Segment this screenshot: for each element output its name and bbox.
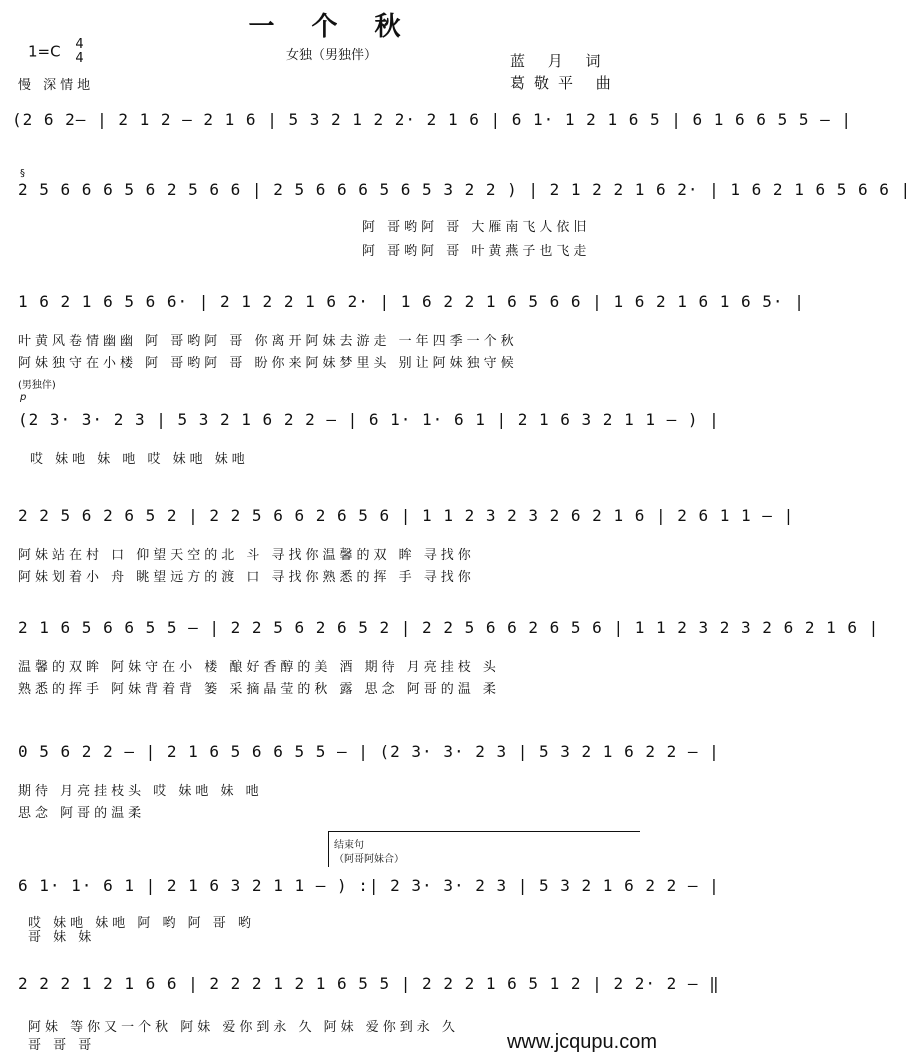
lyricist-credit: 蓝 月 词 <box>510 52 610 70</box>
lyric-row-2-verse-2: 阿 哥哟阿 哥 叶黄燕子也飞走 <box>362 244 591 259</box>
time-bottom: 4 <box>75 51 84 66</box>
song-title: 一 个 秋 <box>248 12 415 42</box>
lyric-row-9-line-1: 阿妹 等你又一个秋 阿妹 爱你到永 久 阿妹 爱你到永 久 <box>28 1020 459 1035</box>
notation-row-5: 2 2 5 6 2 6 5 2 | 2 2 5 6 6 2 6 5 6 | 1 1 2 3 2 3 2 6 2 1 6 | 2 6 1 1 — | <box>18 506 795 525</box>
composer-credit: 葛敬平 曲 <box>510 74 620 92</box>
key-signature <box>28 38 84 66</box>
lyric-row-8-line-1: 哎 妹吔 妹吔 阿 哟 阿 哥 哟 <box>28 916 255 931</box>
notation-row-3: 1 6 2 1 6 5 6 6· | 2 1 2 2 1 6 2· | 1 6 2 2 1 6 5 6 6 | 1 6 2 1 6 1 6 5· | <box>18 292 805 311</box>
tempo-marking: 慢 深情地 <box>18 78 95 93</box>
lyric-row-7-verse-2: 思念 阿哥的温柔 <box>18 806 146 821</box>
lyric-row-8-line-2: 哥 妹 妹 <box>28 930 96 945</box>
coda-bracket-line <box>328 831 640 832</box>
lyric-row-2-verse-1: 阿 哥哟阿 哥 大雁南飞人依旧 <box>362 220 591 235</box>
lyric-row-3-verse-1: 叶黄风卷情幽幽 阿 哥哟阿 哥 你离开阿妹去游走 一年四季一个秋 <box>18 334 518 349</box>
lyric-row-5-verse-1: 阿妹站在村 口 仰望天空的北 斗 寻找你温馨的双 眸 寻找你 <box>18 548 475 563</box>
lyric-row-6-verse-2: 熟悉的挥手 阿妹背着背 篓 采摘晶莹的秋 露 思念 阿哥的温 柔 <box>18 682 500 697</box>
segno-sign: § <box>20 168 25 179</box>
male-backing-label: (男独伴) <box>18 380 56 391</box>
coda-label: 结束句 <box>334 840 364 851</box>
lyric-row-7-verse-1: 期待 月亮挂枝头 哎 妹吔 妹 吔 <box>18 784 263 799</box>
notation-row-7: 0 5 6 2 2 — | 2 1 6 5 6 6 5 5 — | (2 3· 3· 2 3 | 5 3 2 1 6 2 2 — | <box>18 742 720 761</box>
lyric-row-5-verse-2: 阿妹划着小 舟 眺望远方的渡 口 寻找你熟悉的挥 手 寻找你 <box>18 570 475 585</box>
lyric-row-9-line-2: 哥 哥 哥 <box>28 1038 96 1053</box>
lyric-row-3-verse-2: 阿妹独守在小楼 阿 哥哟阿 哥 盼你来阿妹梦里头 别让阿妹独守候 <box>18 356 518 371</box>
coda-parts: （阿哥阿妹合） <box>334 854 404 865</box>
notation-row-4: (2 3· 3· 2 3 | 5 3 2 1 6 2 2 — | 6 1· 1· 6 1 | 2 1 6 3 2 1 1 — ) | <box>18 410 720 429</box>
notation-row-9: 2 2 2 1 2 1 6 6 | 2 2 2 1 2 1 6 5 5 | 2 2 2 1 6 5 1 2 | 2 2· 2 — ‖ <box>18 974 720 993</box>
notation-row-1: (2 6 2— | 2 1 2 — 2 1 6 | 5 3 2 1 2 2· 2 1 6 | 6 1· 1 2 1 6 5 | 6 1 6 6 5 5 — | <box>12 110 852 129</box>
lyric-row-4: 哎 妹吔 妹 吔 哎 妹吔 妹吔 <box>30 452 249 467</box>
key-label: 1=C <box>28 42 61 61</box>
watermark-link[interactable]: www.jcqupu.com <box>506 1031 657 1053</box>
dynamic-marking: p <box>20 392 27 403</box>
song-subtitle: 女独（男独伴） <box>285 48 377 63</box>
lyric-row-6-verse-1: 温馨的双眸 阿妹守在小 楼 酿好香醇的美 酒 期待 月亮挂枝 头 <box>18 660 500 675</box>
coda-bracket-side <box>328 831 329 867</box>
notation-row-8: 6 1· 1· 6 1 | 2 1 6 3 2 1 1 — ) :| 2 3· 3· 2 3 | 5 3 2 1 6 2 2 — | <box>18 876 720 895</box>
notation-row-6: 2 1 6 5 6 6 5 5 — | 2 2 5 6 2 6 5 2 | 2 2 5 6 6 2 6 5 6 | 1 1 2 3 2 3 2 6 2 1 6 | <box>18 618 880 637</box>
time-signature <box>75 38 83 66</box>
notation-row-2: 2 5 6 6 6 5 6 2 5 6 6 | 2 5 6 6 6 5 6 5 3 2 2 ) | 2 1 2 2 1 6 2· | 1 6 2 1 6 5 6 6 | <box>18 180 911 199</box>
time-top: 4 <box>75 37 84 52</box>
